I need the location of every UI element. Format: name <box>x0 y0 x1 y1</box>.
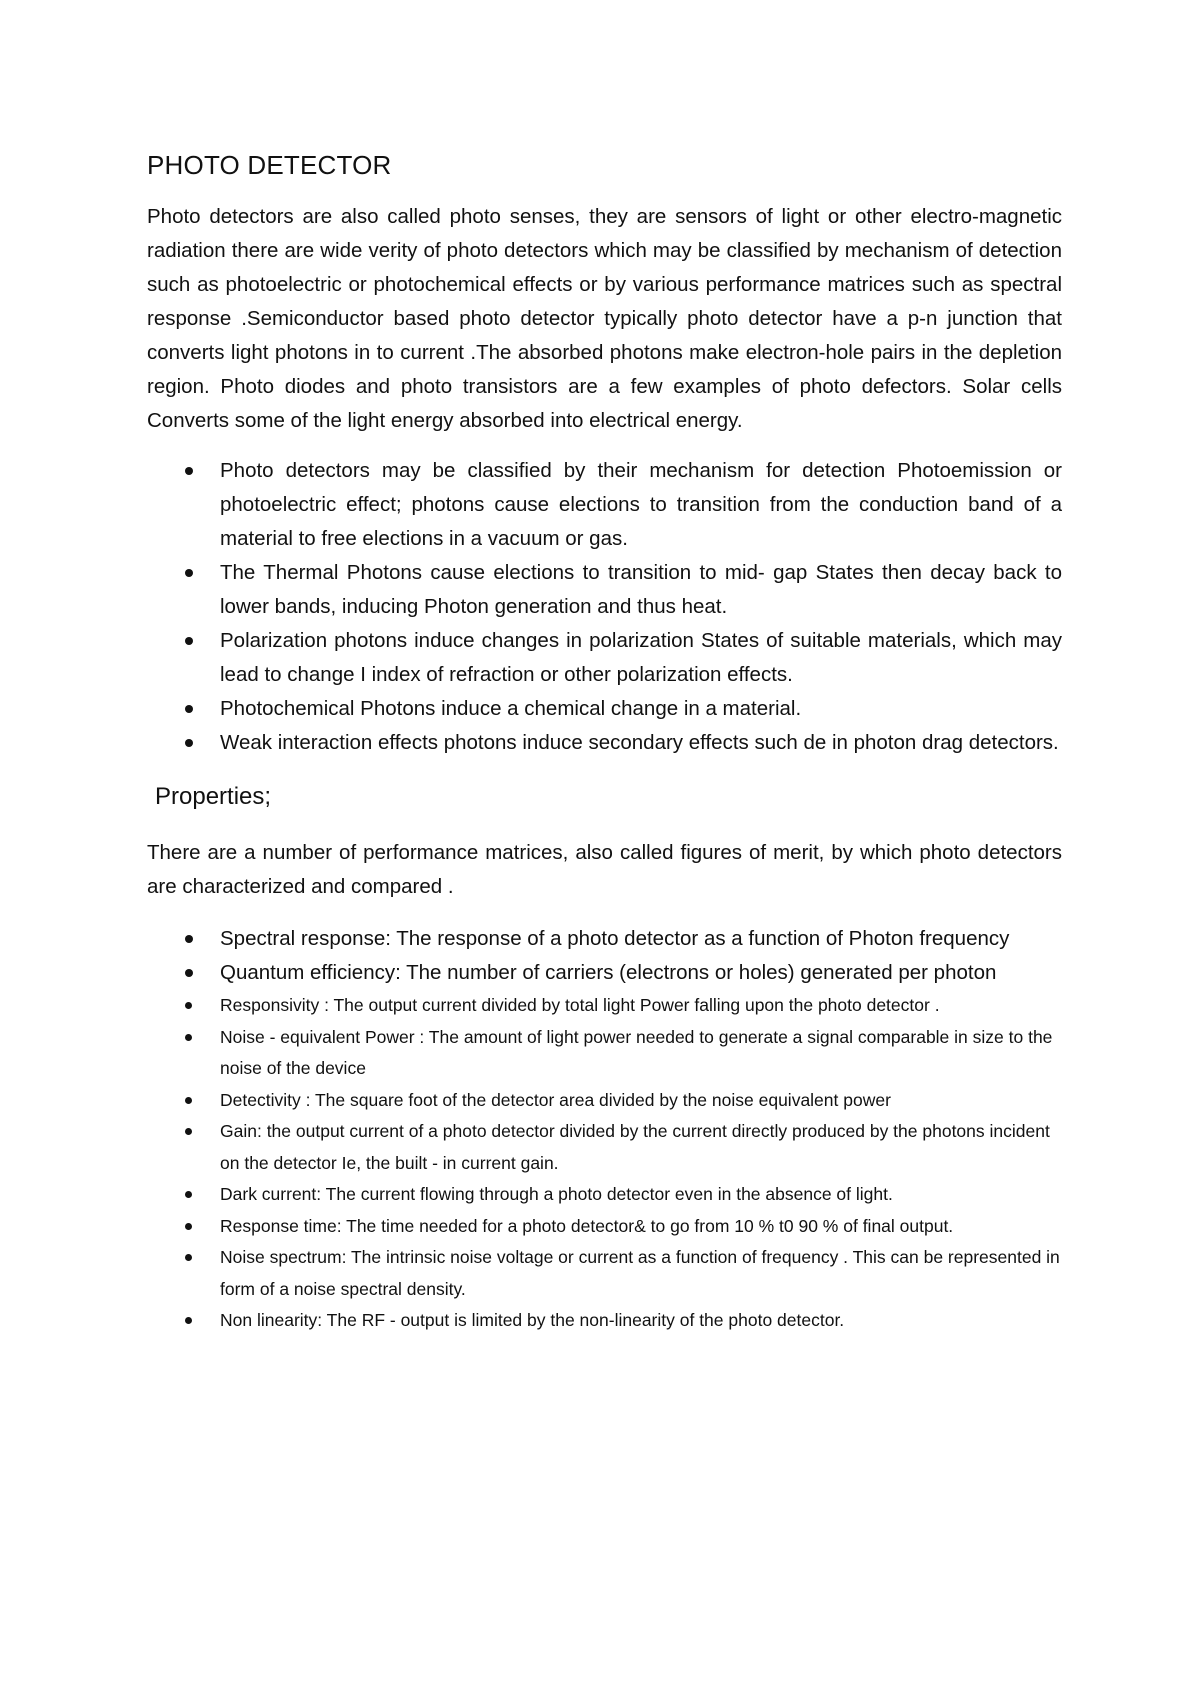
bullet-icon <box>185 637 193 645</box>
intro-paragraph: Photo detectors are also called photo senses, they are sensors of light or other electro-magnetic radiation there are wide verity of photo detectors which may be classified by mechanism of detection such as photoelectric or photochemical effects or by various performance matrices such as spectral response .Semiconductor based photo detector typically photo detector have a p-n junction that converts light photons in to current .The absorbed photons make electron-hole pairs in the depletion region. Photo diodes and photo transistors are a few examples of photo defectors. Solar cells Converts some of the light energy absorbed into electrical energy. <box>147 205 1062 432</box>
document-page <box>147 148 1062 1337</box>
list-item: Response time: The time needed for a photo detector& to go from 10 % t0 90 % of final output. <box>147 1211 1062 1243</box>
bullet-icon <box>185 1097 192 1104</box>
bullet-icon <box>185 739 193 747</box>
list-item: Gain: the output current of a photo detector divided by the current directly produced by the photons incident on the detector Ie, the built - in current gain. <box>147 1116 1062 1179</box>
mechanism-list <box>147 454 1062 760</box>
list-item: Polarization photons induce changes in polarization States of suitable materials, which may lead to change I index of refraction or other polarization effects. <box>147 624 1062 692</box>
bullet-icon <box>185 1002 192 1009</box>
list-item: Photochemical Photons induce a chemical change in a material. <box>147 692 1062 726</box>
document-title: PHOTO DETECTOR <box>147 150 392 180</box>
bullet-icon <box>185 935 193 943</box>
bullet-icon <box>185 1128 192 1135</box>
list-item: Quantum efficiency: The number of carriers (electrons or holes) generated per photon <box>147 956 1062 990</box>
list-item: Responsivity : The output current divided by total light Power falling upon the photo detector . <box>147 990 1062 1022</box>
bullet-icon <box>185 1191 192 1198</box>
list-item: Weak interaction effects photons induce secondary effects such de in photon drag detectors. <box>147 726 1062 760</box>
bullet-icon <box>185 569 193 577</box>
bullet-icon <box>185 1317 192 1324</box>
bullet-icon <box>185 1223 192 1230</box>
properties-intro: There are a number of performance matrices, also called figures of merit, by which photo detectors are characterized and compared . <box>147 841 1062 898</box>
list-item: Photo detectors may be classified by their mechanism for detection Photoemission or photoelectric effect; photons cause elections to transition from the conduction band of a material to free elections in a vacuum or gas. <box>147 454 1062 556</box>
properties-list-small <box>147 990 1062 1337</box>
bullet-icon <box>185 1254 192 1261</box>
list-item: The Thermal Photons cause elections to transition to mid- gap States then decay back to lower bands, inducing Photon generation and thus heat. <box>147 556 1062 624</box>
list-item: Detectivity : The square foot of the detector area divided by the noise equivalent power <box>147 1085 1062 1117</box>
bullet-icon <box>185 1034 192 1041</box>
bullet-icon <box>185 467 193 475</box>
bullet-icon <box>185 969 193 977</box>
list-item: Noise spectrum: The intrinsic noise voltage or current as a function of frequency . This can be represented in form of a noise spectral density. <box>147 1242 1062 1305</box>
properties-heading: Properties; <box>155 783 272 810</box>
bullet-icon <box>185 705 193 713</box>
list-item: Spectral response: The response of a photo detector as a function of Photon frequency <box>147 922 1062 956</box>
list-item: Dark current: The current flowing through a photo detector even in the absence of light. <box>147 1179 1062 1211</box>
properties-list-large <box>147 922 1062 990</box>
list-item: Non linearity: The RF - output is limited by the non-linearity of the photo detector. <box>147 1305 1062 1337</box>
list-item: Noise - equivalent Power : The amount of light power needed to generate a signal comparable in size to the noise of the device <box>147 1022 1062 1085</box>
